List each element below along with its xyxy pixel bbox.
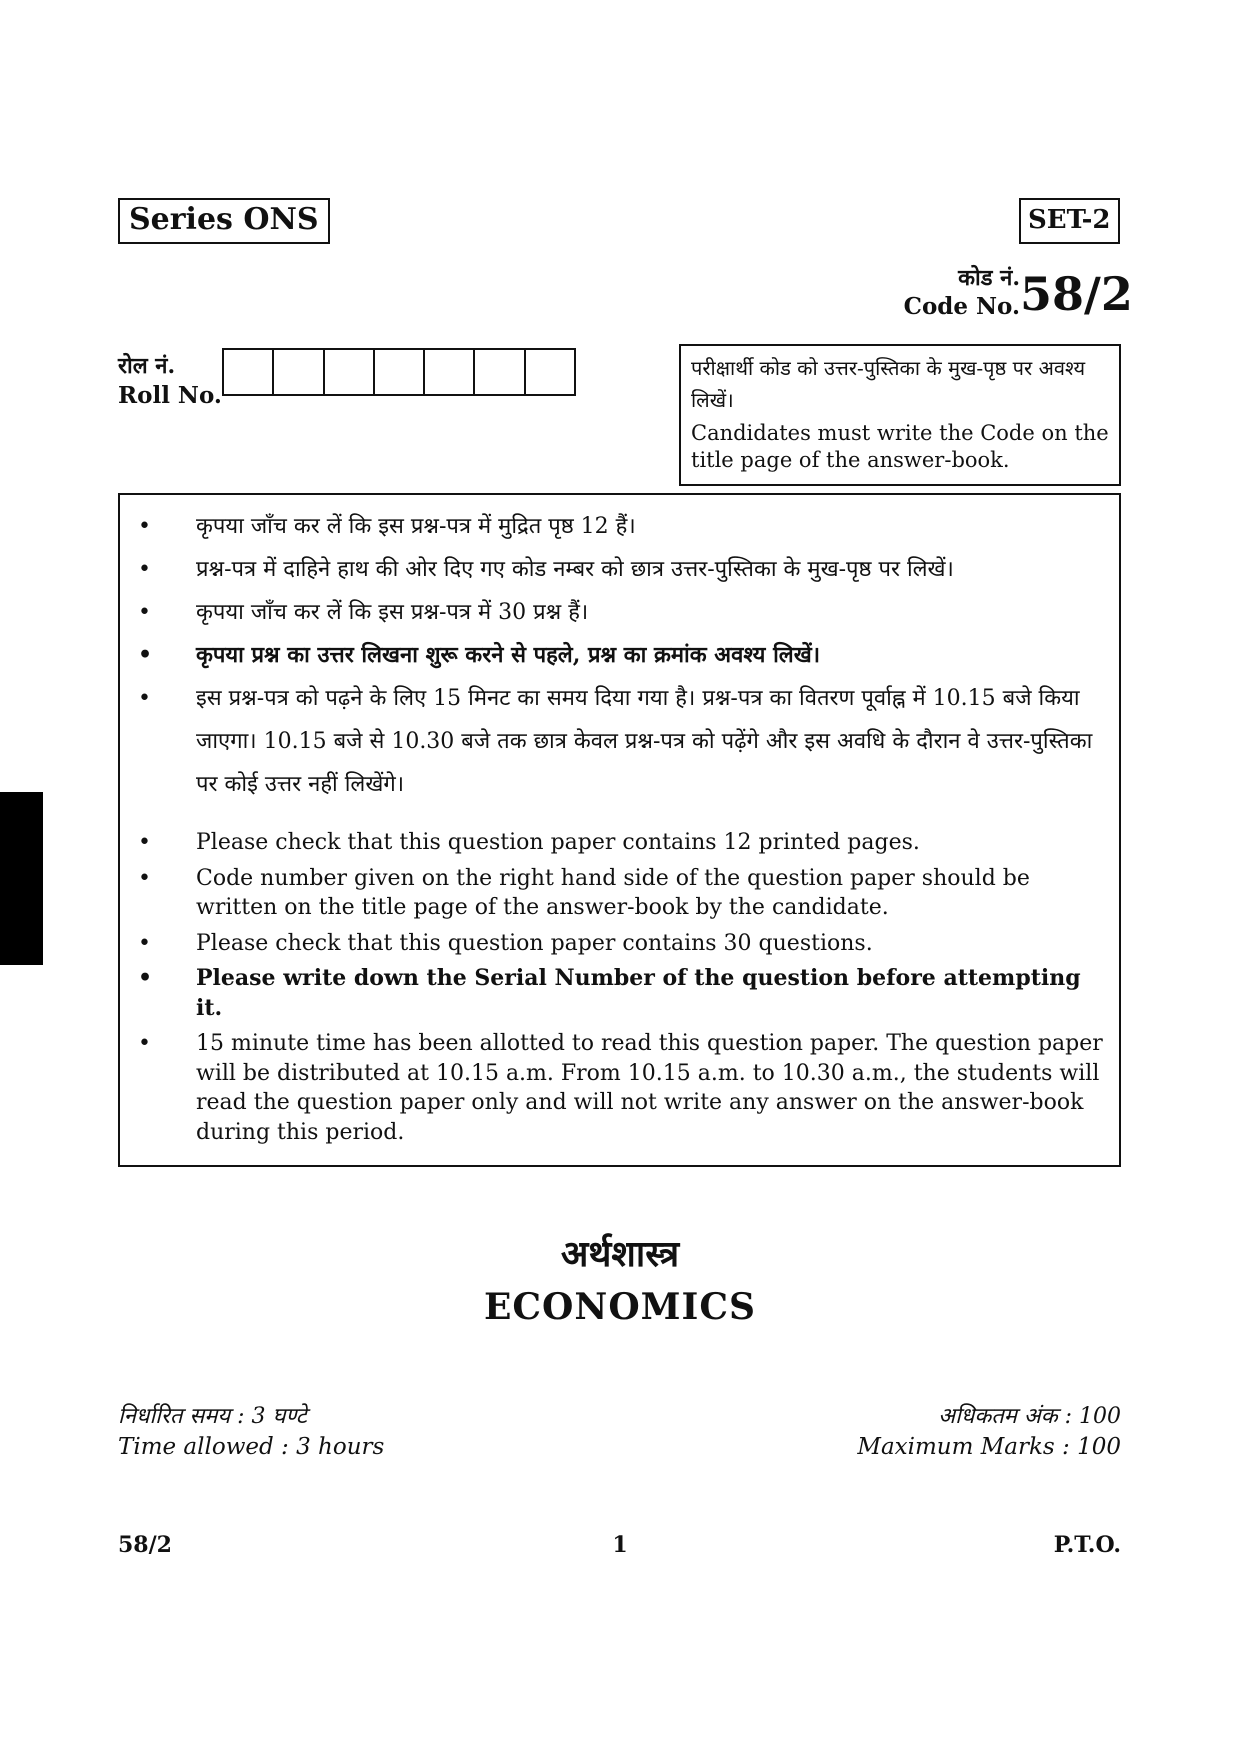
candidate-note-box bbox=[679, 344, 1121, 486]
roll-digit-box[interactable] bbox=[274, 350, 324, 394]
edge-marker-bar bbox=[0, 792, 43, 965]
roll-digit-box[interactable] bbox=[526, 350, 574, 394]
roll-digit-box[interactable] bbox=[325, 350, 375, 394]
bullet-icon: • bbox=[138, 642, 153, 668]
instruction-text: कृपया प्रश्न का उत्तर लिखना शुरू करने से पहले, प्रश्न का क्रमांक अवश्य लिखें। bbox=[196, 642, 821, 668]
maximum-marks-hindi: अधिकतम अंक : 100 bbox=[938, 1404, 1121, 1429]
instruction-text: Code number given on the right hand side of the question paper should be written on the title page of the answer-book by the candidate. bbox=[196, 865, 1030, 920]
instruction-text: 15 minute time has been allotted to read this question paper. The question paper will be distributed at 10.15 a.m. From 10.15 a.m. to 10.30 a.m., the students will read the question paper only and will not write any answer on the answer-book during this period. bbox=[196, 1031, 1103, 1145]
instruction-hindi-item bbox=[138, 677, 1108, 806]
roll-number-boxes[interactable] bbox=[222, 348, 576, 396]
code-label-english: Code No. bbox=[903, 293, 1020, 320]
candidate-note-hindi: परीक्षार्थी कोड को उत्तर-पुस्तिका के मुख-पृष्ठ पर अवश्य लिखें। bbox=[691, 356, 1086, 412]
instruction-text: इस प्रश्न-पत्र को पढ़ने के लिए 15 मिनट का समय दिया गया है। प्रश्न-पत्र का वितरण पूर्वाह्न में 10.15 बजे किया जाएगा। 10.15 बजे से 10.30 बजे तक छात्र केवल प्रश्न-पत्र को पढ़ेंगे और इस अवधि के दौरान वे उत्तर-पुस्तिका पर कोई उत्तर नहीं लिखेंगे। bbox=[196, 686, 1093, 797]
instruction-text: Please write down the Serial Number of the question before attempting it. bbox=[196, 965, 1081, 1021]
subject-title-english: ECONOMICS bbox=[483, 1286, 757, 1328]
roll-label-hindi: रोल नं. bbox=[118, 353, 176, 379]
bullet-icon: • bbox=[138, 600, 151, 625]
instruction-hindi-item bbox=[138, 591, 1108, 634]
bullet-icon: • bbox=[138, 514, 151, 539]
instruction-text: Please check that this question paper contains 12 printed pages. bbox=[196, 830, 920, 855]
bullet-icon: • bbox=[138, 965, 153, 991]
page-number: 1 bbox=[612, 1532, 628, 1558]
bullet-icon: • bbox=[138, 557, 151, 582]
instruction-english-item bbox=[138, 828, 1108, 858]
subject-title-hindi: अर्थशास्त्र bbox=[560, 1233, 680, 1275]
bullet-icon: • bbox=[138, 830, 151, 855]
roll-digit-box[interactable] bbox=[425, 350, 475, 394]
candidate-note-english: Candidates must write the Code on the title page of the answer-book. bbox=[691, 421, 1109, 472]
instruction-hindi-item bbox=[138, 548, 1108, 591]
maximum-marks-english: Maximum Marks : 100 bbox=[857, 1434, 1121, 1460]
roll-digit-box[interactable] bbox=[475, 350, 525, 394]
roll-digit-box[interactable] bbox=[224, 350, 274, 394]
bullet-icon: • bbox=[138, 930, 151, 956]
code-number: 58/2 bbox=[1020, 267, 1133, 321]
roll-label-english: Roll No. bbox=[118, 382, 222, 409]
instruction-text: कृपया जाँच कर लें कि इस प्रश्न-पत्र में मुद्रित पृष्ठ 12 हैं। bbox=[196, 514, 636, 539]
instruction-text: Please check that this question paper contains 30 questions. bbox=[196, 930, 873, 956]
bullet-icon: • bbox=[138, 1031, 151, 1056]
footer-code: 58/2 bbox=[118, 1532, 172, 1558]
instruction-english-item bbox=[138, 1029, 1108, 1147]
instructions-english-list bbox=[138, 828, 1108, 1153]
instruction-english-item bbox=[138, 964, 1108, 1023]
instructions-box bbox=[118, 493, 1121, 1167]
code-label-hindi: कोड नं. bbox=[958, 265, 1020, 291]
series-label: Series ONS bbox=[118, 198, 330, 244]
instruction-hindi-item bbox=[138, 634, 1108, 677]
set-label: SET-2 bbox=[1019, 198, 1120, 244]
bullet-icon: • bbox=[138, 865, 151, 891]
instruction-english-item bbox=[138, 929, 1108, 959]
time-allowed-english: Time allowed : 3 hours bbox=[118, 1434, 385, 1460]
bullet-icon: • bbox=[138, 686, 151, 711]
instruction-hindi-item bbox=[138, 505, 1108, 548]
instruction-english-item bbox=[138, 864, 1108, 923]
pto-label: P.T.O. bbox=[1053, 1532, 1121, 1558]
instruction-text: कृपया जाँच कर लें कि इस प्रश्न-पत्र में 30 प्रश्न हैं। bbox=[196, 600, 589, 625]
instructions-hindi-list bbox=[138, 505, 1108, 806]
time-allowed-hindi: निर्धारित समय : 3 घण्टे bbox=[118, 1404, 307, 1429]
instruction-text: प्रश्न-पत्र में दाहिने हाथ की ओर दिए गए कोड नम्बर को छात्र उत्तर-पुस्तिका के मुख-पृष्ठ पर लिखें। bbox=[196, 557, 954, 582]
roll-digit-box[interactable] bbox=[375, 350, 425, 394]
